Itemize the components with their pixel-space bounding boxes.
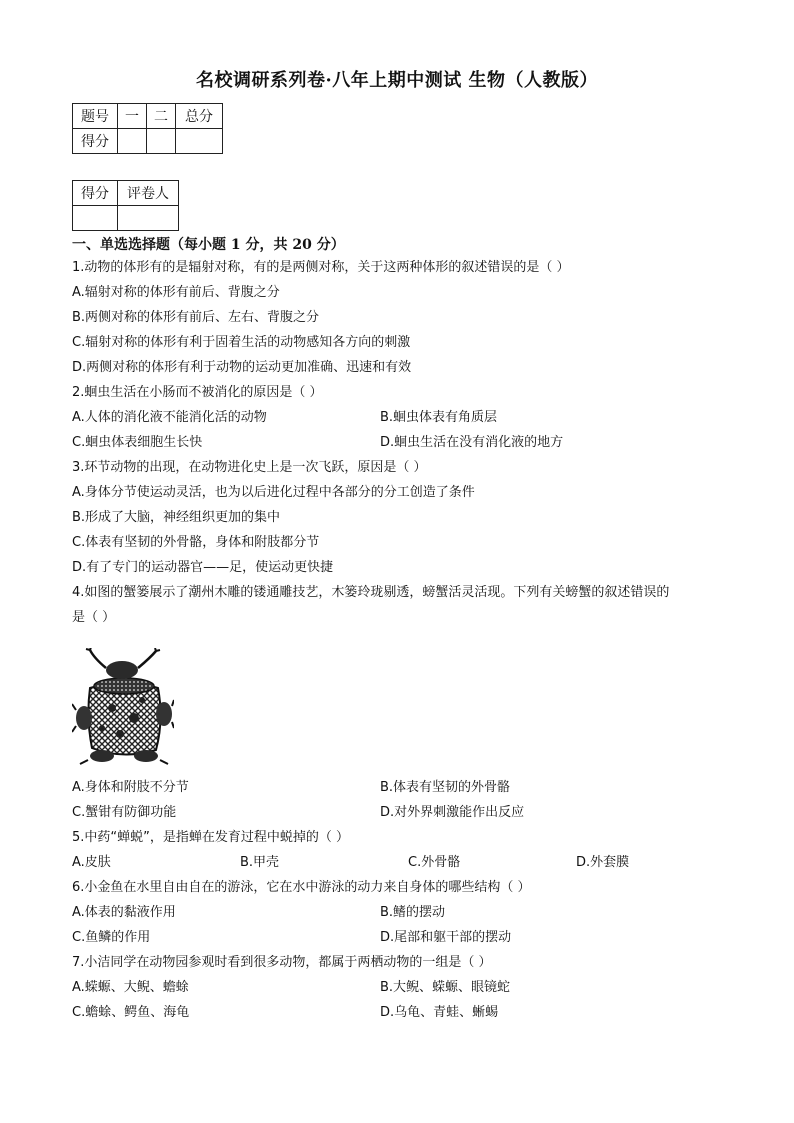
- answer-option[interactable]: C.蟹钳有防御功能: [72, 805, 177, 820]
- section-heading: 一、单选选择题（每小题 1 分，共 20 分）: [72, 237, 345, 253]
- grader-table-header-cell: 评卷人: [118, 181, 179, 206]
- answer-option[interactable]: C.外骨骼: [408, 855, 461, 870]
- answer-option[interactable]: C.体表有坚韧的外骨骼，身体和附肢都分节: [72, 535, 320, 550]
- grader-name-cell[interactable]: [118, 206, 179, 231]
- answer-option[interactable]: D.两侧对称的体形有利于动物的运动更加准确、迅速和有效: [72, 360, 412, 375]
- answer-option[interactable]: C.鱼鳞的作用: [72, 930, 151, 945]
- answer-option[interactable]: D.蛔虫生活在没有消化液的地方: [380, 435, 564, 450]
- score-table-header-cell: 总分: [176, 104, 223, 129]
- question-stem: 6.小金鱼在水里自由自在的游泳，它在水中游泳的动力来自身体的哪些结构（ ）: [72, 880, 531, 895]
- answer-option[interactable]: B.甲壳: [240, 855, 280, 870]
- answer-option[interactable]: D.乌龟、青蛙、蜥蜴: [380, 1005, 499, 1020]
- score-table-header-cell: 题号: [73, 104, 118, 129]
- answer-option[interactable]: A.身体和附肢不分节: [72, 780, 189, 795]
- grader-table-input-row: [73, 206, 179, 231]
- question-stem-continuation: 是（ ）: [72, 610, 116, 625]
- question-stem: 2.蛔虫生活在小肠而不被消化的原因是（ ）: [72, 385, 323, 400]
- question-stem: 5.中药“蝉蜕”，是指蝉在发育过程中蜕掉的（ ）: [72, 830, 350, 845]
- answer-option[interactable]: B.形成了大脑，神经组织更加的集中: [72, 510, 281, 525]
- answer-option[interactable]: B.蛔虫体表有角质层: [380, 410, 498, 425]
- exam-title: 名校调研系列卷·八年上期中测试 生物（人教版）: [195, 70, 599, 91]
- answer-option[interactable]: D.有了专门的运动器官——足，使运动更快捷: [72, 560, 334, 575]
- score-cell-total[interactable]: [176, 129, 223, 154]
- question-stem: 3.环节动物的出现，在动物进化史上是一次飞跃，原因是（ ）: [72, 460, 427, 475]
- grader-score-cell[interactable]: [73, 206, 118, 231]
- answer-option[interactable]: D.对外界刺激能作出反应: [380, 805, 525, 820]
- score-table-score-row: [73, 129, 223, 154]
- score-table-header-row: [73, 104, 223, 129]
- answer-option[interactable]: A.蝾螈、大鲵、蟾蜍: [72, 980, 189, 995]
- score-table: [72, 103, 223, 154]
- answer-option[interactable]: A.皮肤: [72, 855, 111, 870]
- score-cell-part2[interactable]: [147, 129, 176, 154]
- grader-table: [72, 180, 179, 231]
- score-row-label: 得分: [73, 129, 118, 154]
- answer-option[interactable]: B.大鲵、蝾螈、眼镜蛇: [380, 980, 511, 995]
- grader-table-header-row: [73, 181, 179, 206]
- question-stem: 7.小洁同学在动物园参观时看到很多动物，都属于两栖动物的一组是（ ）: [72, 955, 492, 970]
- score-cell-part1[interactable]: [118, 129, 147, 154]
- score-table-header-cell: 一: [118, 104, 147, 129]
- answer-option[interactable]: A.体表的黏液作用: [72, 905, 176, 920]
- score-table-header-cell: 二: [147, 104, 176, 129]
- answer-option[interactable]: B.两侧对称的体形有前后、左右、背腹之分: [72, 310, 320, 325]
- answer-option[interactable]: C.蟾蜍、鳄鱼、海龟: [72, 1005, 190, 1020]
- answer-option[interactable]: D.外套膜: [576, 855, 630, 870]
- answer-option[interactable]: A.身体分节使运动灵活，也为以后进化过程中各部分的分工创造了条件: [72, 485, 475, 500]
- grader-table-header-cell: 得分: [73, 181, 118, 206]
- answer-option[interactable]: B.鳍的摆动: [380, 905, 446, 920]
- answer-option[interactable]: B.体表有坚韧的外骨骼: [380, 780, 511, 795]
- question-stem: 1.动物的体形有的是辐射对称，有的是两侧对称，关于这两种体形的叙述错误的是（ ）: [72, 260, 570, 275]
- question-stem: 4.如图的蟹篓展示了潮州木雕的镂通雕技艺，木篓玲珑剔透，螃蟹活灵活现。下列有关螃蟹的叙述错误的: [72, 585, 670, 600]
- answer-option[interactable]: A.辐射对称的体形有前后、背腹之分: [72, 285, 280, 300]
- answer-option[interactable]: C.辐射对称的体形有利于固着生活的动物感知各方向的刺激: [72, 335, 411, 350]
- answer-option[interactable]: C.蛔虫体表细胞生长快: [72, 435, 203, 450]
- crab-basket-carving-image: [72, 648, 174, 766]
- answer-option[interactable]: A.人体的消化液不能消化活的动物: [72, 410, 267, 425]
- answer-option[interactable]: D.尾部和躯干部的摆动: [380, 930, 512, 945]
